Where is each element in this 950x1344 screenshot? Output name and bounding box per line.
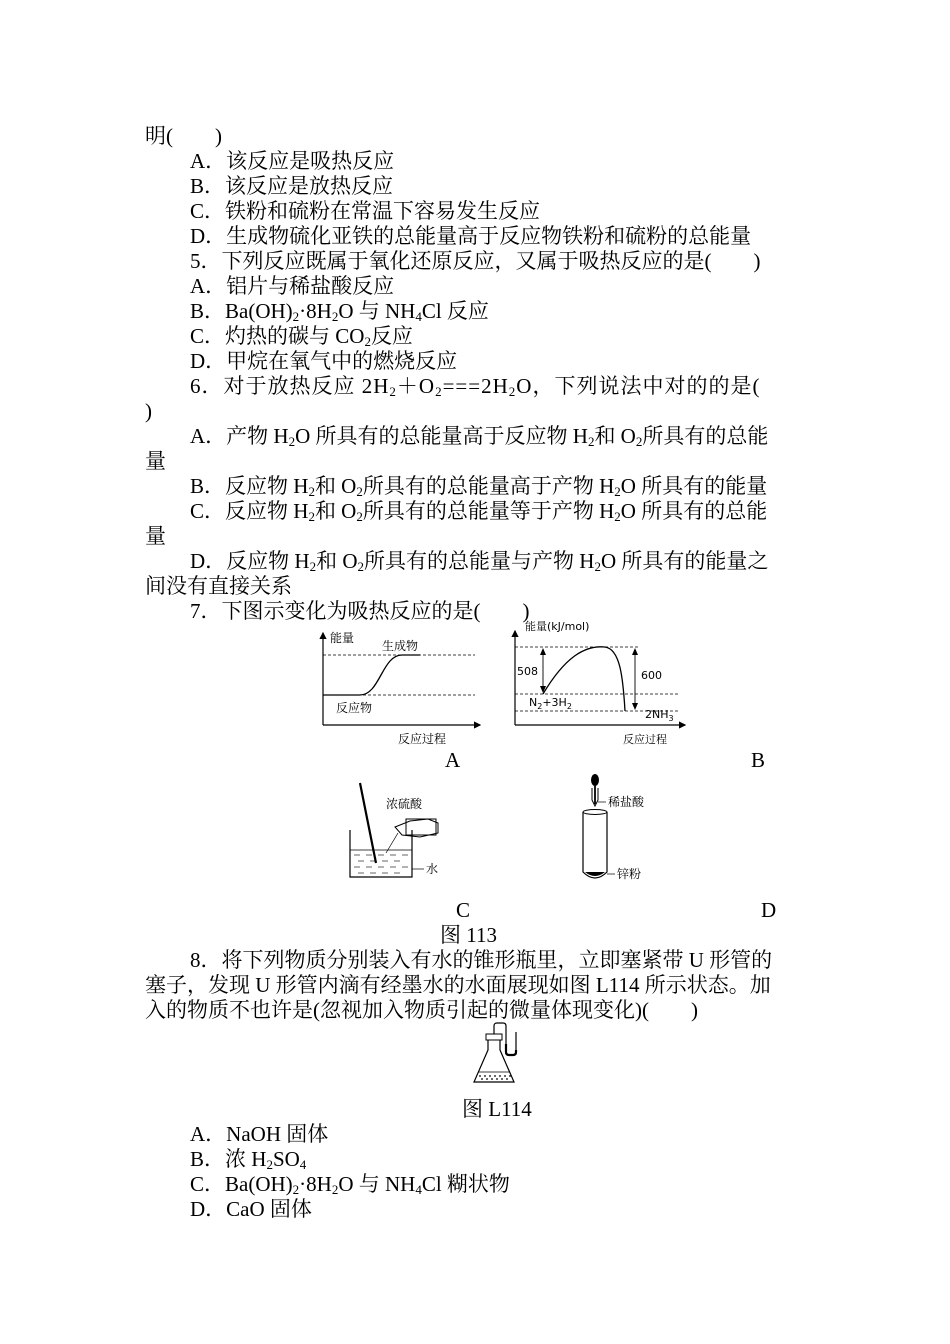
acid-label: 浓硫酸 [386, 797, 423, 811]
q5-option-d: D．甲烷在氧气中的燃烧反应 [190, 349, 458, 373]
q4-option-a: A．该反应是吸热反应 [190, 149, 395, 173]
figure-113-apparatus-d [575, 770, 685, 890]
energy-curve [323, 655, 420, 695]
figure-113-apparatus-c [340, 775, 480, 890]
q6-option-b: B．反应物 $H_2$和 $O_2$所具有的总能量高于产物 $H_2O$ 所具有的能量 [190, 474, 768, 499]
panel-label-d: D [761, 898, 777, 922]
water-label: 水 [426, 862, 439, 876]
q8-option-d: D．CaO 固体 [190, 1197, 312, 1221]
value-508: 508 [517, 665, 538, 678]
q6-option-a: A．产物 $H_2O$ 所具有的总能量高于反应物 $H_2$和 $O_2$所具有的总能 [190, 424, 769, 449]
q8-option-a: A．NaOH 固体 [190, 1122, 329, 1146]
q8-stem-cont-2: 入的物质不也许是(忽视加入物质引起的微量体现变化)( ) [145, 998, 698, 1022]
y-axis-label: 能量(kJ/mol) [525, 620, 590, 633]
product-label: 生成物 [382, 639, 419, 653]
product-label: $2NH_3$ [645, 708, 674, 723]
q5-option-a: A．铝片与稀盐酸反应 [190, 274, 395, 298]
figure-l114-caption: 图 L114 [462, 1097, 532, 1121]
q8-option-b: B．浓 $H_2SO_4$ [190, 1147, 307, 1172]
q5-option-b: B．$Ba(OH)_2\cdot 8H_2O$ 与 $NH_4Cl$ 反应 [190, 299, 489, 324]
figure-113-chart-b [505, 617, 695, 748]
reactant-label: $N_2+3H_2$ [529, 696, 572, 711]
panel-label-c: C [456, 898, 471, 922]
q4-option-b: B．该反应是放热反应 [190, 174, 394, 198]
q4-option-d: D．生成物硫化亚铁的总能量高于反应物铁粉和硫粉的总能量 [190, 224, 752, 248]
q6-option-d: D．反应物 $H_2$和 $O_2$所具有的总能量与产物 $H_2O$ 所具有的能量之 [190, 549, 769, 574]
q6-option-c: C．反应物 $H_2$和 $O_2$所具有的总能量等于产物 $H_2O$ 所具有的总能 [190, 499, 768, 524]
test-tube [583, 812, 607, 878]
reactant-label: 反应物 [336, 701, 373, 715]
value-600: 600 [641, 669, 662, 682]
beaker [350, 830, 412, 877]
q5-option-c: C．灼热的碳与 $CO_2$反应 [190, 324, 413, 349]
q6-stem-end: ) [145, 399, 152, 423]
q6-option-c-cont: 量 [145, 524, 166, 548]
y-axis-label: 能量 [330, 631, 355, 645]
q8-option-c: C．$Ba(OH)_2\cdot 8H_2O$ 与 $NH_4Cl$ 糊状物 [190, 1172, 510, 1197]
x-axis-label: 反应过程 [623, 733, 667, 746]
panel-label-b: B [751, 748, 766, 772]
x-axis-label: 反应过程 [398, 732, 447, 746]
line-continuation: 明( ) [145, 124, 222, 148]
q6-option-d-cont: 间没有直接关系 [145, 574, 292, 598]
figure-113-caption: 图 113 [440, 923, 497, 947]
q8-stem-cont-1: 塞子，发现 U 形管内滴有经墨水的水面展现如图 L114 所示状态。加 [145, 973, 771, 997]
figure-l114-apparatus [470, 1022, 530, 1090]
q6-option-a-cont: 量 [145, 449, 166, 473]
figure-113-chart-a [300, 623, 490, 748]
q4-option-c: C．铁粉和硫粉在常温下容易发生反应 [190, 199, 541, 223]
q7-stem: 7．下图示变化为吸热反应的是( ) [190, 599, 530, 623]
q5-stem: 5．下列反应既属于氧化还原反应，又属于吸热反应的是( ) [190, 249, 761, 273]
powder-label: 锌粉 [617, 867, 642, 881]
q6-stem: 6．对于放热反应 $2H_2+O_2===2H_2O$，下列说法中对的的是( [190, 374, 761, 399]
acid-label: 稀盐酸 [608, 795, 645, 809]
panel-label-a: A [445, 748, 461, 772]
glass-rod [360, 783, 376, 863]
q8-stem: 8．将下列物质分别装入有水的锥形瓶里，立即塞紧带 U 形管的 [190, 948, 773, 972]
